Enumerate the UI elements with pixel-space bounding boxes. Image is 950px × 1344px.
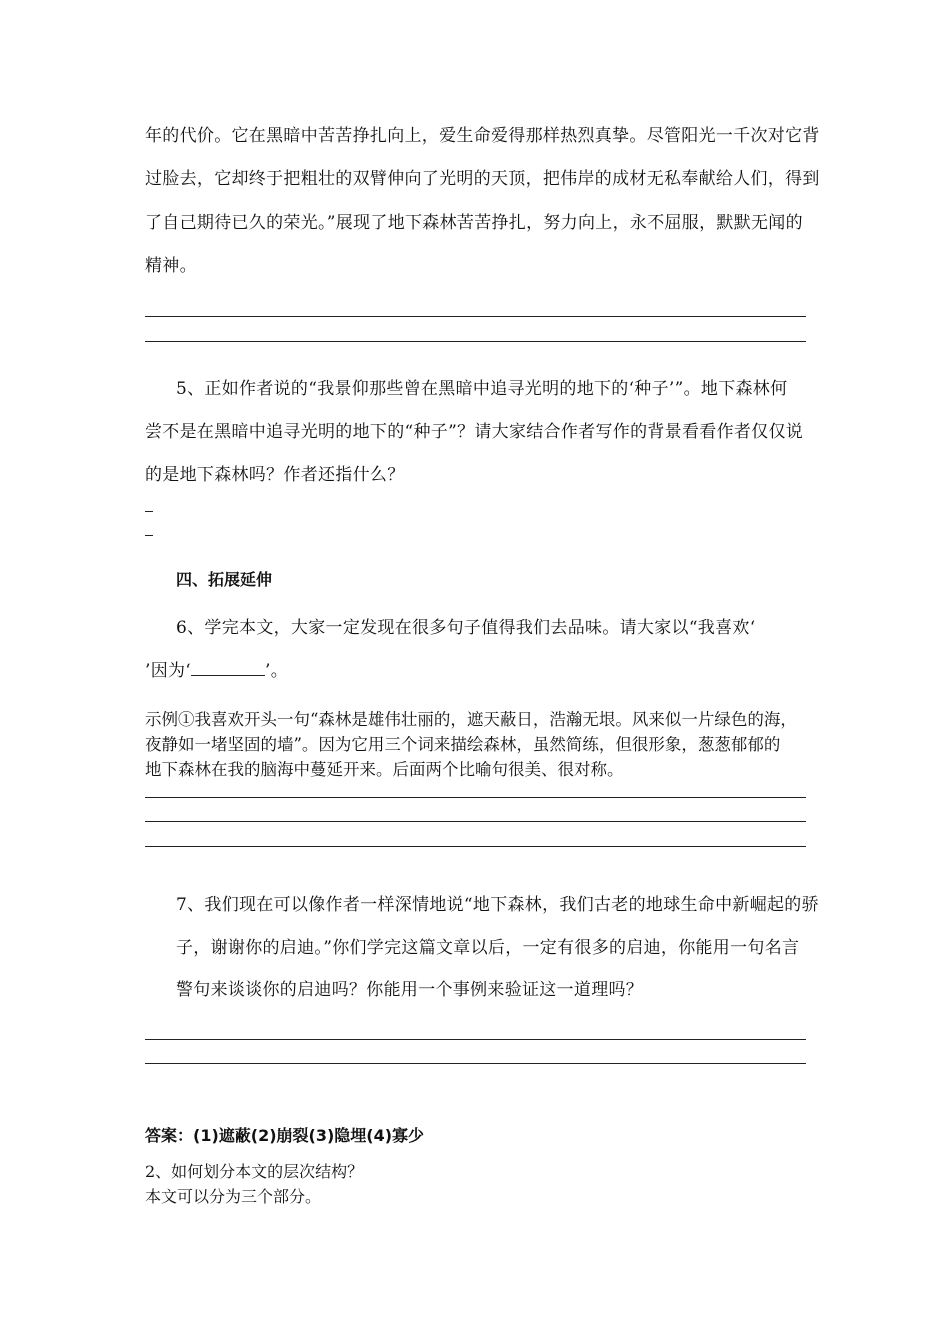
fill-in-blank <box>191 674 265 676</box>
question-7-line: 子，谢谢你的启迪。”你们学完这篇文章以后，一定有很多的启迪，你能用一句名言 <box>176 938 800 958</box>
answer-line-text: 本文可以分为三个部分。 <box>145 1187 322 1206</box>
body-text-line: 过脸去，它却终于把粗壮的双臂伸向了光明的天顶，把伟岸的成材无私奉献给人们，得到 <box>145 169 820 189</box>
question-5-line: 5、正如作者说的“我景仰那些曾在黑暗中追寻光明的地下的‘种子’”。地下森林何 <box>176 379 788 399</box>
answer-line <box>145 1063 806 1064</box>
answer-line-text: 2、如何划分本文的层次结构？ <box>145 1162 364 1181</box>
answer-dash <box>145 511 153 512</box>
question-7-line: 警句来谈谈你的启迪吗？你能用一个事例来验证这一道理吗？ <box>176 980 644 1000</box>
section-heading: 四、拓展延伸 <box>176 570 273 589</box>
example-line: 地下森林在我的脑海中蔓延开来。后面两个比喻句很美、很对称。 <box>145 760 624 779</box>
question-6-line <box>145 656 288 681</box>
answer-line <box>145 846 806 847</box>
question-5-line: 尝不是在黑暗中追寻光明的地下的“种子”？请大家结合作者写作的背景看看作者仅仅说 <box>145 422 804 442</box>
answer-heading: 答案：(1)遮蔽(2)崩裂(3)隐埋(4)寡少 <box>145 1126 425 1145</box>
example-line: 示例①我喜欢开头一句“森林是雄伟壮丽的，遮天蔽日，浩瀚无垠。风来似一片绿色的海， <box>145 710 797 729</box>
body-text-line: 精神。 <box>145 256 197 276</box>
question-5-line: 的是地下森林吗？作者还指什么？ <box>145 465 405 485</box>
example-line: 夜静如一堵坚固的墙”。因为它用三个词来描绘森林，虽然简练，但很形象，葱葱郁郁的 <box>145 735 781 754</box>
answer-line <box>145 316 806 317</box>
answer-line <box>145 797 806 798</box>
answer-dash <box>145 535 153 536</box>
answer-line <box>145 1039 806 1040</box>
answer-line <box>145 821 806 822</box>
question-6-text: ’因为‘ <box>145 661 192 681</box>
question-6-text: ’。 <box>265 661 289 681</box>
question-7-line: 7、我们现在可以像作者一样深情地说“地下森林，我们古老的地球生命中新崛起的骄 <box>176 895 819 915</box>
answer-line <box>145 341 806 342</box>
body-text-line: 年的代价。它在黑暗中苦苦挣扎向上，爱生命爱得那样热烈真挚。尽管阳光一千次对它背 <box>145 126 820 146</box>
question-6-line: 6、学完本文，大家一定发现在很多句子值得我们去品味。请大家以“我喜欢‘ <box>176 618 756 638</box>
body-text-line: 了自己期待已久的荣光。”展现了地下森林苦苦挣扎，努力向上，永不屈服，默默无闻的 <box>145 213 803 233</box>
